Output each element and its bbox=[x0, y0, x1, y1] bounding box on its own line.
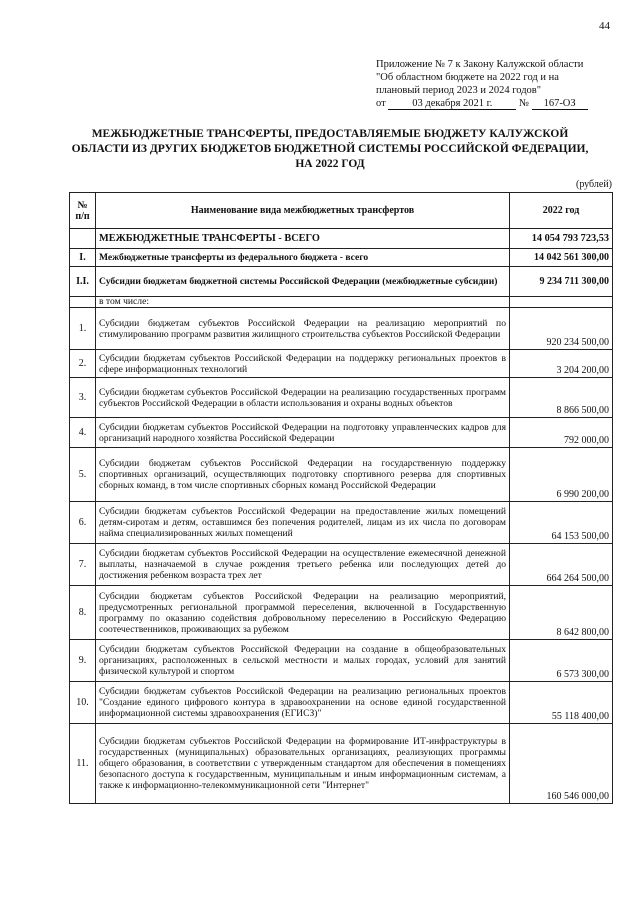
law-date: 03 декабря 2021 г. bbox=[388, 98, 516, 110]
table-row-section-1-1 bbox=[70, 267, 613, 297]
row-amount: 6 990 200,00 bbox=[510, 448, 613, 502]
row-name: Субсидии бюджетам субъектов Российской Федерации на создание в общеобразовательных организациях, расположенных в сельской местности и малых городах, условий для занятий физической культурой и спортом bbox=[96, 640, 510, 682]
title-line-3: НА 2022 ГОД bbox=[295, 158, 365, 170]
appendix-line-2: "Об областном бюджете на 2022 год и на bbox=[376, 72, 559, 83]
row-name: Субсидии бюджетам субъектов Российской Федерации на реализацию мероприятий, предусмотренных региональной программой переселения, включенной в Государственную программу по оказанию содействия добровольному переселению в Российскую Федерацию соотечественников, проживающих за рубежом bbox=[96, 586, 510, 640]
appendix-line-4 bbox=[376, 97, 616, 110]
table-row bbox=[70, 448, 613, 502]
table-row bbox=[70, 724, 613, 804]
table-row bbox=[70, 544, 613, 586]
table-row bbox=[70, 418, 613, 448]
row-num: 10. bbox=[70, 682, 96, 724]
row-num: 1. bbox=[70, 308, 96, 350]
header-year: 2022 год bbox=[510, 193, 613, 229]
row-name: Субсидии бюджетам субъектов Российской Федерации на реализацию мероприятий по стимулированию программ развития жилищного строительства субъектов Российской Федерации bbox=[96, 308, 510, 350]
row-name: Субсидии бюджетам субъектов Российской Федерации на подготовку управленческих кадров для организаций народного хозяйства Российской Федерации bbox=[96, 418, 510, 448]
appendix-header bbox=[376, 58, 616, 110]
section-1-name: Межбюджетные трансферты из федерального бюджета - всего bbox=[96, 249, 510, 267]
table-row-section-1 bbox=[70, 249, 613, 267]
header-name: Наименование вида межбюджетных трансфертов bbox=[96, 193, 510, 229]
including-label: в том числе: bbox=[96, 297, 510, 308]
section-1-1-num: I.I. bbox=[70, 267, 96, 297]
table-row-total bbox=[70, 229, 613, 249]
units-label: (рублей) bbox=[575, 179, 612, 190]
row-amount: 792 000,00 bbox=[510, 418, 613, 448]
row-amount: 3 204 200,00 bbox=[510, 350, 613, 378]
law-number: 167-ОЗ bbox=[532, 98, 588, 110]
row-amount: 8 866 500,00 bbox=[510, 378, 613, 418]
section-1-amount: 14 042 561 300,00 bbox=[510, 249, 613, 267]
section-1-1-amount: 9 234 711 300,00 bbox=[510, 267, 613, 297]
table-row bbox=[70, 682, 613, 724]
row-amount: 920 234 500,00 bbox=[510, 308, 613, 350]
row-name: Субсидии бюджетам субъектов Российской Федерации на реализацию государственных программ субъектов Российской Федерации в области использования и охраны водных объектов bbox=[96, 378, 510, 418]
page-number: 44 bbox=[599, 20, 610, 32]
total-amount: 14 054 793 723,53 bbox=[510, 229, 613, 249]
table-row bbox=[70, 378, 613, 418]
table-row bbox=[70, 350, 613, 378]
title-line-1: МЕЖБЮДЖЕТНЫЕ ТРАНСФЕРТЫ, ПРЕДОСТАВЛЯЕМЫЕ БЮДЖЕТУ КАЛУЖСКОЙ bbox=[91, 128, 569, 140]
appendix-line-3: плановый период 2023 и 2024 годов" bbox=[376, 85, 542, 96]
table-row bbox=[70, 586, 613, 640]
row-name: Субсидии бюджетам субъектов Российской Федерации на предоставление жилых помещений детям-сиротам и детям, оставшимся без попечения родителей, лицам из их числа по договорам найма специализированных жилых помещений bbox=[96, 502, 510, 544]
row-amount: 64 153 500,00 bbox=[510, 502, 613, 544]
section-1-num: I. bbox=[70, 249, 96, 267]
row-name: Субсидии бюджетам субъектов Российской Федерации на осуществление ежемесячной денежной выплаты, назначаемой в случае рождения третьего ребенка или последующих детей до достижения ребенком возраста трех лет bbox=[96, 544, 510, 586]
title-line-2: ОБЛАСТИ ИЗ ДРУГИХ БЮДЖЕТОВ БЮДЖЕТНОЙ СИСТЕМЫ РОССИЙСКОЙ ФЕДЕРАЦИИ, bbox=[71, 143, 589, 155]
section-1-1-name: Субсидии бюджетам бюджетной системы Российской Федерации (межбюджетные субсидии) bbox=[96, 267, 510, 297]
table-row bbox=[70, 308, 613, 350]
row-num: 8. bbox=[70, 586, 96, 640]
row-name: Субсидии бюджетам субъектов Российской Федерации на реализацию региональных проектов "Создание единого цифрового контура в здравоохранении на основе единой государственной информационной системы здравоохранения (ЕГИСЗ)" bbox=[96, 682, 510, 724]
row-num: 11. bbox=[70, 724, 96, 804]
row-num: 2. bbox=[70, 350, 96, 378]
row-amount: 55 118 400,00 bbox=[510, 682, 613, 724]
table-row-including bbox=[70, 297, 613, 308]
row-num: 9. bbox=[70, 640, 96, 682]
row-amount: 664 264 500,00 bbox=[510, 544, 613, 586]
total-num bbox=[70, 229, 96, 249]
from-label: от bbox=[376, 98, 386, 109]
page-title bbox=[60, 127, 600, 172]
total-name: МЕЖБЮДЖЕТНЫЕ ТРАНСФЕРТЫ - ВСЕГО bbox=[96, 229, 510, 249]
transfers-table bbox=[69, 192, 613, 804]
row-name: Субсидии бюджетам субъектов Российской Федерации на поддержку региональных проектов в сфере информационных технологий bbox=[96, 350, 510, 378]
header-num: № п/п bbox=[70, 193, 96, 229]
row-amount: 8 642 800,00 bbox=[510, 586, 613, 640]
appendix-line-1: Приложение № 7 к Закону Калужской области bbox=[376, 59, 584, 70]
table-row bbox=[70, 640, 613, 682]
row-num: 4. bbox=[70, 418, 96, 448]
row-name: Субсидии бюджетам субъектов Российской Федерации на государственную поддержку спортивных организаций, осуществляющих подготовку спортивного резерва для спортивных сборных команд, в том числе спортивных сборных команд Российской Федерации bbox=[96, 448, 510, 502]
row-amount: 6 573 300,00 bbox=[510, 640, 613, 682]
row-num: 7. bbox=[70, 544, 96, 586]
table-row bbox=[70, 502, 613, 544]
number-label: № bbox=[518, 98, 529, 109]
row-amount: 160 546 000,00 bbox=[510, 724, 613, 804]
row-num: 6. bbox=[70, 502, 96, 544]
row-name: Субсидии бюджетам субъектов Российской Федерации на формирование ИТ-инфраструктуры в государственных (муниципальных) образовательных организациях, реализующих программы общего образования, в соответствии с утвержденным стандартом для обеспечения в помещениях безопасного доступа к государственным, муниципальным и иным информационным системам, а также к информационно-телекоммуникационной сети "Интернет" bbox=[96, 724, 510, 804]
row-num: 3. bbox=[70, 378, 96, 418]
row-num: 5. bbox=[70, 448, 96, 502]
